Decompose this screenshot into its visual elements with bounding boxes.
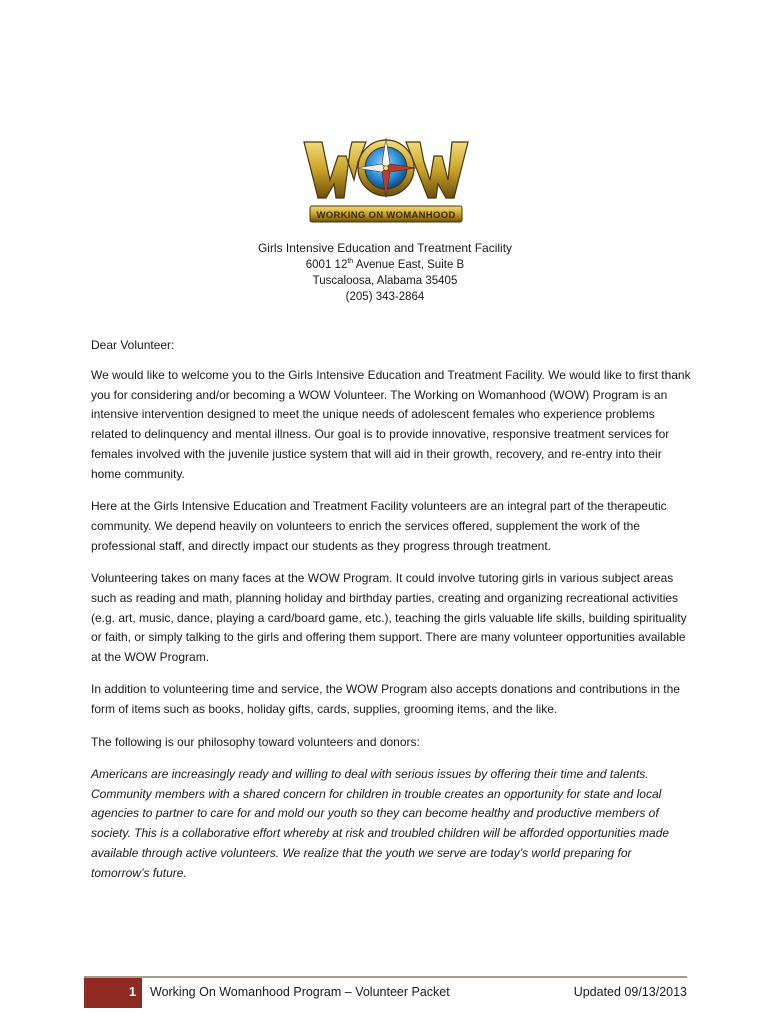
page-number-box: [84, 978, 143, 1008]
address-number: 6001 12: [305, 259, 348, 271]
salutation: Dear Volunteer:: [91, 338, 175, 352]
address-street: Avenue East, Suite B: [353, 259, 465, 271]
city-state-zip: Tuscaloosa, Alabama 35405: [312, 275, 458, 287]
org-name: Girls Intensive Education and Treatment Facility: [257, 241, 513, 255]
phone-number: (205) 343-2864: [345, 291, 425, 303]
paragraph-welcome: We would like to welcome you to the Girls Intensive Education and Treatment Facility. We would like to first thank you for considering and/or becoming a WOW Volunteer. The Working on Womanhood (WOW) Program is an intensive intervention designed to meet the unique needs of adolescent females who experience problems related to delinquency and mental illness. Our goal is to provide innovative, responsive treatment services for females involved with the juvenile justice system that will aid in their growth, recovery, and re-entry into their home community.: [91, 367, 691, 481]
page-number: 1: [129, 985, 136, 999]
footer-updated-date: Updated 09/13/2013: [573, 985, 687, 999]
svg-text:WORKING ON WOMANHOOD: WORKING ON WOMANHOOD: [316, 210, 456, 221]
philosophy-statement: Americans are increasingly ready and willing to deal with serious issues by offering their time and talents. Community members with a shared concern for children in trouble creates an opportunity for state and local agencies to partner to care for and mold our youth so they can become healthy and productive members of society. This is a collaborative effort whereby at risk and troubled children will be afforded opportunities made available through active volunteers. We realize that the youth we serve are today’s world preparing for tomorrow’s future.: [91, 766, 670, 880]
street-address: [0, 257, 770, 273]
paragraph-philosophy-intro: The following is our philosophy toward volunteers and donors:: [91, 734, 420, 749]
paragraph-donations: In addition to volunteering time and service, the WOW Program also accepts donations and contributions in the form of items such as books, holiday gifts, cards, supplies, grooming items, and the like.: [91, 682, 680, 717]
paragraph-integral-part: Here at the Girls Intensive Education and Treatment Facility volunteers are an integral part of the therapeutic community. We depend heavily on volunteers to enrich the services offered, supplement the work of the professional staff, and directly impact our students as they progress through treatment.: [91, 499, 667, 553]
letter-body: [91, 336, 691, 896]
address-ordinal: th: [347, 258, 354, 266]
page-footer: [84, 976, 687, 1008]
footer-title: Working On Womanhood Program – Volunteer Packet: [150, 985, 450, 999]
paragraph-volunteering-faces: Volunteering takes on many faces at the WOW Program. It could involve tutoring girls in various subject areas such as reading and math, planning holiday and birthday parties, creating and organizing recreational activities (e.g. art, music, dance, playing a card/board game, etc.), teaching the girls valuable life skills, building spirituality or faith, or simply talking to the girls and offering them support. There are many volunteer opportunities available at the WOW Program.: [91, 570, 687, 665]
letterhead: [0, 240, 770, 305]
wow-logo: [300, 128, 472, 228]
wow-logo-graphic: [300, 128, 472, 228]
